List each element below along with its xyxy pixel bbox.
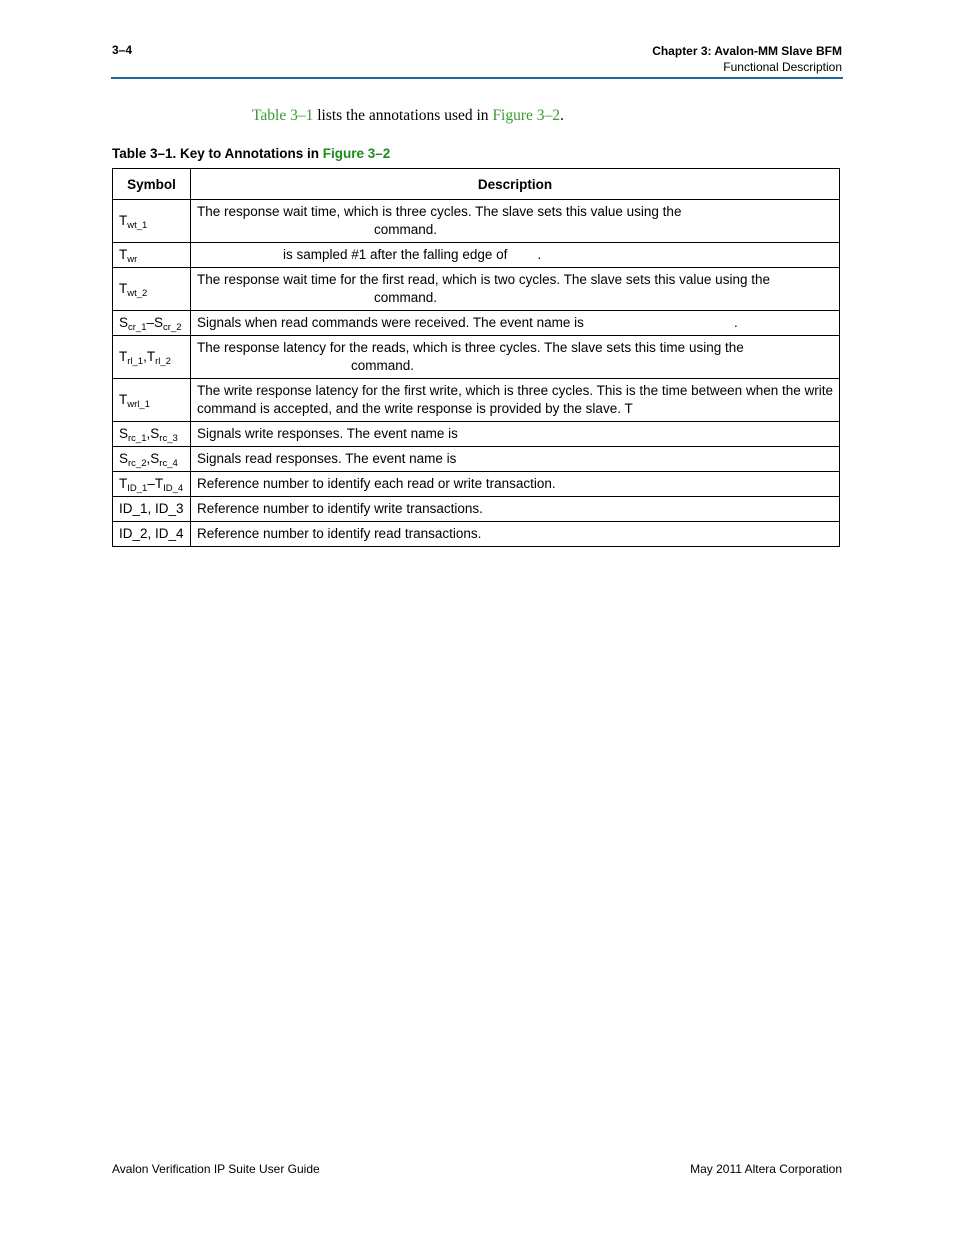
table-row xyxy=(113,422,840,447)
header-rule xyxy=(111,77,843,79)
symbol-cell xyxy=(113,243,191,268)
chapter-title: Chapter 3: Avalon-MM Slave BFM xyxy=(652,44,842,58)
symbol-main: T xyxy=(119,392,128,407)
description-line: Signals read responses. The event name is xyxy=(196,451,457,466)
symbol-header: Symbol xyxy=(113,169,191,200)
intro-paragraph xyxy=(252,107,564,125)
symbol-cell xyxy=(113,522,191,547)
symbol-subscript: rl_1 xyxy=(127,356,144,367)
symbol-cell xyxy=(113,422,191,447)
description-cell xyxy=(190,379,839,422)
symbol-separator: – xyxy=(146,315,155,330)
description-cell xyxy=(190,243,839,268)
caption-figure-link[interactable]: Figure 3–2 xyxy=(322,146,391,161)
description-cell xyxy=(190,311,839,336)
table-caption xyxy=(112,146,390,161)
symbol-cell xyxy=(113,268,191,311)
symbol-separator: , xyxy=(146,451,151,466)
annotations-table xyxy=(112,168,840,547)
symbol-main: T xyxy=(119,476,128,491)
description-line-2: command is accepted, and the write response is provided by the slave. T xyxy=(196,401,633,416)
symbol-main: ID_1, ID_3 xyxy=(119,501,184,516)
description-line: Reference number to identify write transactions. xyxy=(196,501,483,516)
running-header xyxy=(652,43,842,75)
description-line-2: command. xyxy=(373,222,437,237)
intro-end: . xyxy=(560,107,564,124)
symbol-subscript: rc_1 xyxy=(128,433,147,444)
description-line: The response wait time, which is three cycles. The slave sets this value using the xyxy=(196,204,682,219)
table-row xyxy=(113,268,840,311)
page-number: 3–4 xyxy=(112,43,133,57)
table-row xyxy=(113,379,840,422)
description-line: is sampled #1 after the falling edge of . xyxy=(282,247,542,262)
symbol-subscript-2: rc_4 xyxy=(159,458,178,469)
symbol-separator: – xyxy=(147,476,155,491)
symbol-subscript: ID_1 xyxy=(127,483,148,494)
symbol-subscript: rc_2 xyxy=(128,458,147,469)
description-header: Description xyxy=(190,169,839,200)
symbol-main: T xyxy=(119,213,128,228)
table-row xyxy=(113,243,840,268)
description-cell xyxy=(190,497,839,522)
symbol-subscript-2: cr_2 xyxy=(163,322,182,333)
description-line: Signals when read commands were received. The event name is . xyxy=(196,315,738,330)
symbol-main: T xyxy=(119,349,128,364)
symbol-main: S xyxy=(119,426,129,441)
symbol-subscript-2: rc_3 xyxy=(159,433,178,444)
caption-prefix: Table 3–1. Key to Annotations in xyxy=(112,146,323,161)
symbol-cell xyxy=(113,497,191,522)
symbol-subscript: wt_2 xyxy=(127,288,148,299)
table-row xyxy=(113,472,840,497)
symbol-subscript: wt_1 xyxy=(127,220,148,231)
table-row xyxy=(113,311,840,336)
table-row xyxy=(113,447,840,472)
symbol-main-2: T xyxy=(154,476,164,491)
symbol-separator: , xyxy=(146,426,151,441)
table-link[interactable]: Table 3–1 xyxy=(252,107,314,124)
description-cell xyxy=(190,522,839,547)
symbol-subscript-2: ID_4 xyxy=(163,483,184,494)
table-header-row xyxy=(113,169,840,200)
table-row xyxy=(113,522,840,547)
section-title: Functional Description xyxy=(723,60,842,74)
description-cell xyxy=(190,472,839,497)
symbol-subscript: cr_1 xyxy=(128,322,147,333)
description-line-2: command. xyxy=(373,290,437,305)
description-cell xyxy=(190,422,839,447)
symbol-cell xyxy=(113,379,191,422)
symbol-subscript: wrl_1 xyxy=(127,399,150,410)
description-cell xyxy=(190,200,839,243)
symbol-separator: , xyxy=(143,349,147,364)
description-line-2: command. xyxy=(350,358,414,373)
symbol-subscript: wr xyxy=(127,254,138,265)
symbol-main-2: T xyxy=(146,349,156,364)
symbol-cell xyxy=(113,472,191,497)
description-line: The response latency for the reads, which is three cycles. The slave sets this time using the xyxy=(196,340,744,355)
table-row xyxy=(113,497,840,522)
description-line: The response wait time for the first read, which is two cycles. The slave sets this value using the xyxy=(196,272,770,287)
description-cell xyxy=(190,336,839,379)
symbol-main: S xyxy=(119,315,129,330)
symbol-cell xyxy=(113,311,191,336)
symbol-main-2: S xyxy=(154,315,164,330)
description-line: Signals write responses. The event name is xyxy=(196,426,458,441)
footer-doc-title: Avalon Verification IP Suite User Guide xyxy=(112,1162,320,1176)
symbol-main: S xyxy=(119,451,129,466)
footer-date-company: May 2011 Altera Corporation xyxy=(690,1162,842,1176)
description-cell xyxy=(190,447,839,472)
symbol-cell xyxy=(113,336,191,379)
description-line: The write response latency for the first write, which is three cycles. This is the time between when the write xyxy=(196,383,833,398)
symbol-main-2: S xyxy=(150,451,160,466)
intro-text: lists the annotations used in xyxy=(313,107,493,124)
figure-link[interactable]: Figure 3–2 xyxy=(492,107,561,124)
symbol-cell xyxy=(113,200,191,243)
table-row xyxy=(113,336,840,379)
symbol-main: ID_2, ID_4 xyxy=(119,526,184,541)
description-line: Reference number to identify each read or write transaction. xyxy=(196,476,556,491)
symbol-subscript-2: rl_2 xyxy=(155,356,171,367)
symbol-main: T xyxy=(119,281,128,296)
description-cell xyxy=(190,268,839,311)
table-body xyxy=(113,200,840,547)
symbol-main-2: S xyxy=(150,426,160,441)
description-line: Reference number to identify read transactions. xyxy=(196,526,482,541)
table-row xyxy=(113,200,840,243)
symbol-main: T xyxy=(119,247,128,262)
symbol-cell xyxy=(113,447,191,472)
